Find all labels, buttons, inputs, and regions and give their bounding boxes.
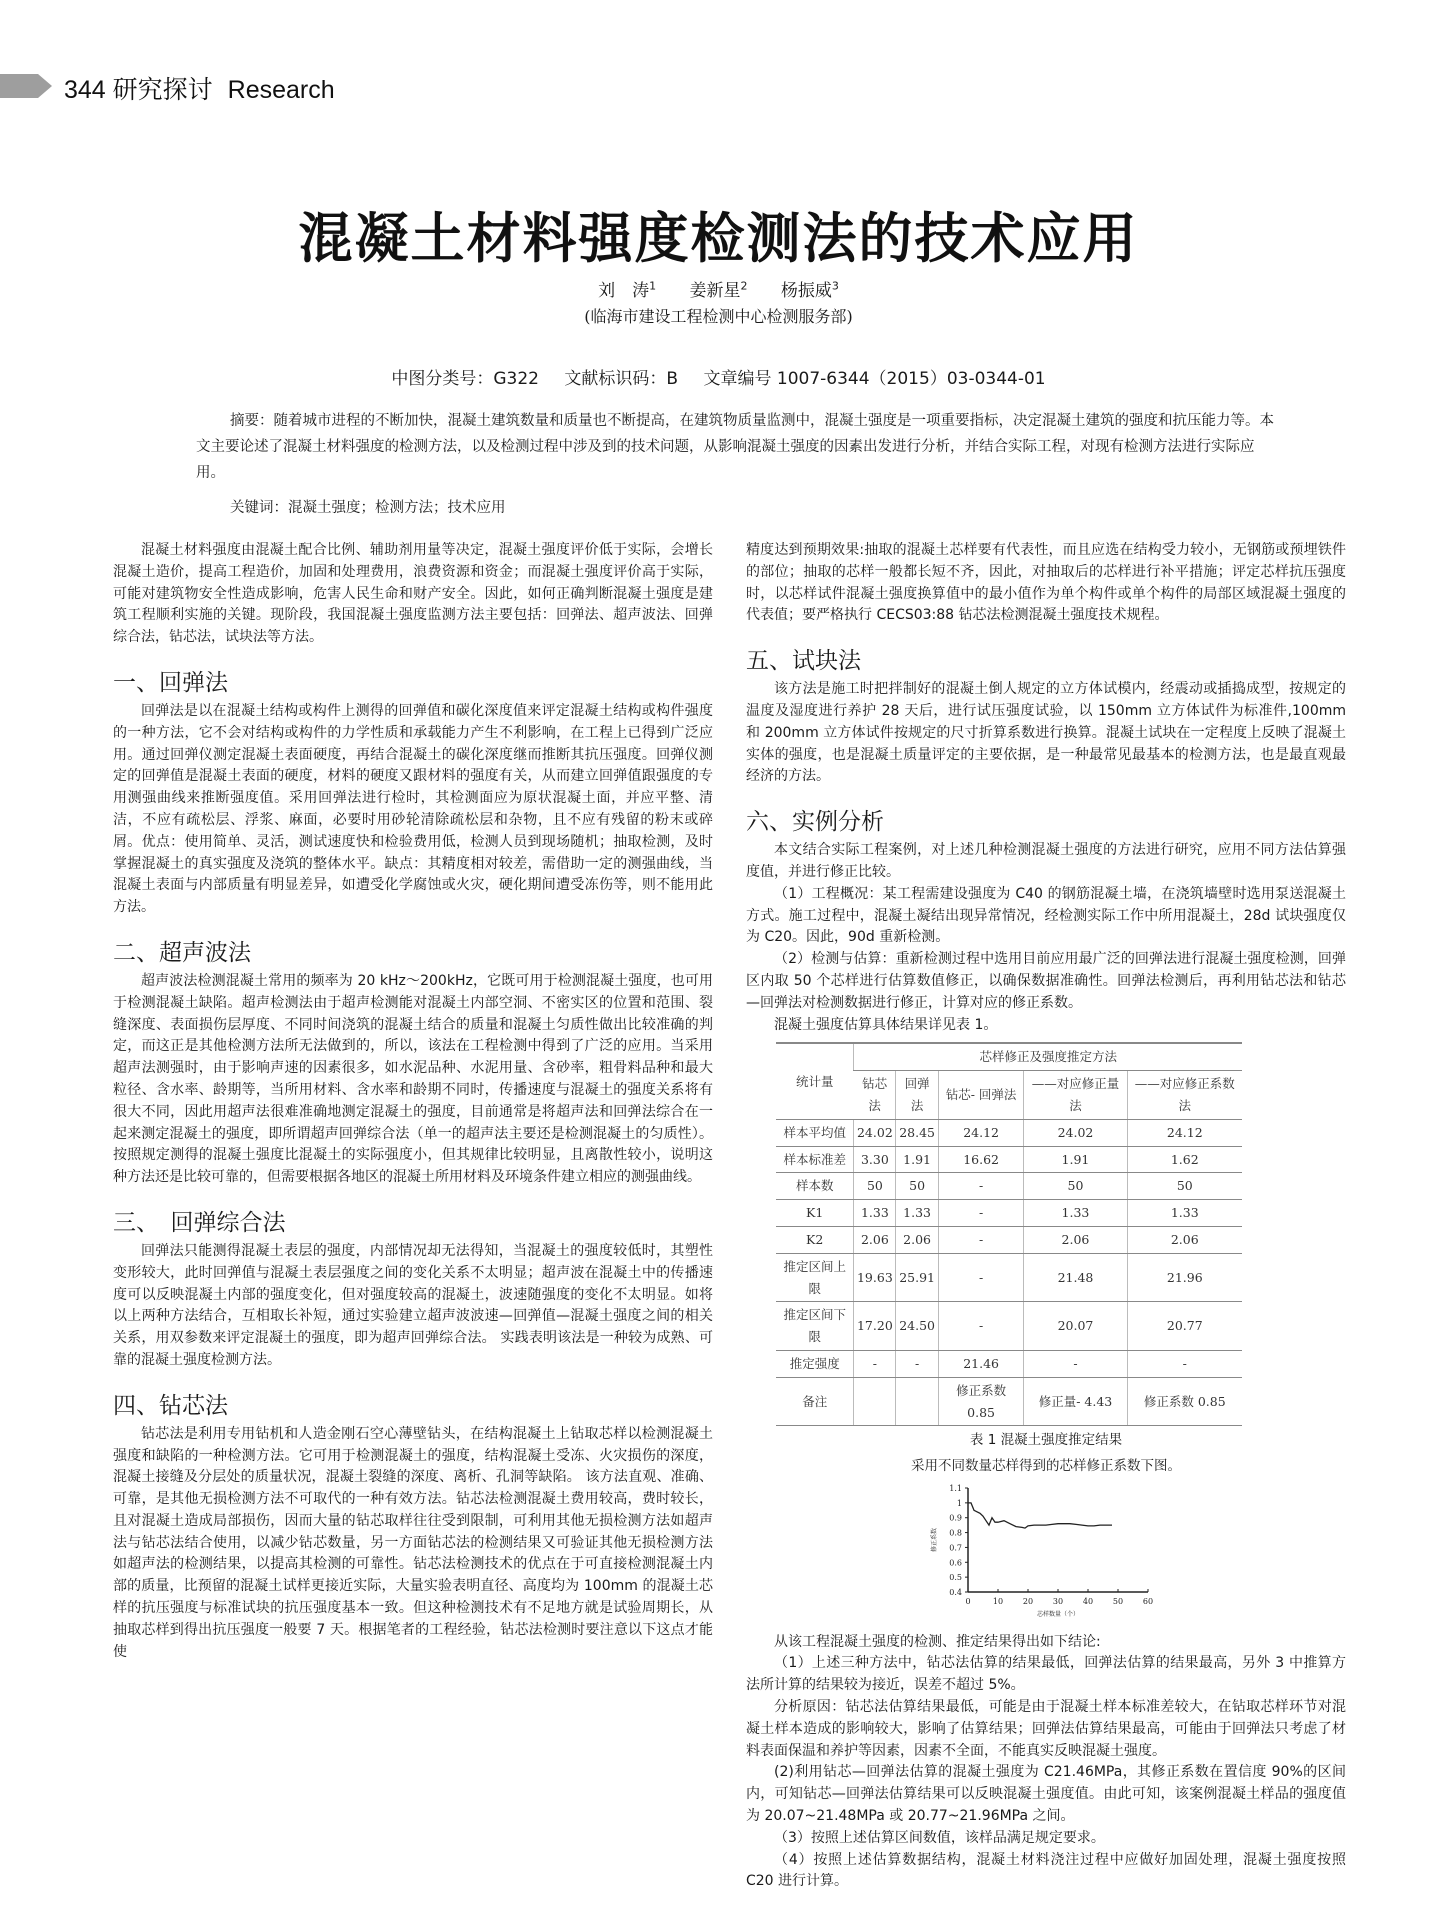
y-tick-label: 0.5: [949, 1573, 962, 1583]
section-heading: 三、 回弹综合法: [113, 1208, 286, 1235]
table-cell: 20.77: [1127, 1302, 1242, 1351]
paragraph: （1）工程概况：某工程需建设强度为 C40 的钢筋混凝土墙，在浇筑墙壁时选用泵送混凝土方式。施工过程中，混凝土凝结出现异常情况，经检测实际工作中所用混凝土，28d 试块强度仅为 C20。因此，90d 重新检测。: [746, 885, 1346, 946]
table-cell: 2.06: [854, 1226, 896, 1253]
table-cell: 20.07: [1024, 1302, 1127, 1351]
affiliation: (临海市建设工程检测中心检测服务部): [584, 307, 853, 326]
table-row: [776, 1146, 1242, 1173]
table-cell: 50: [896, 1173, 938, 1200]
table-cell: -: [938, 1226, 1024, 1253]
section-name-en: Research: [227, 76, 335, 104]
paragraph: （2）检测与估算：重新检测过程中选用目前应用最广泛的回弹法进行混凝土强度检测，回弹区内取 50 个芯样进行估算数值修正，以确保数据准确性。回弹法检测后，再利用钻芯法和钻芯—回弹法对检测数据进行修正，计算对应的修正系数。: [746, 951, 1346, 1011]
y-tick-label: 1: [956, 1498, 962, 1508]
y-tick-label: 0.6: [949, 1558, 962, 1568]
table-row: [776, 1226, 1242, 1253]
table-cell: 1.33: [854, 1200, 896, 1227]
x-tick-label: 60: [1142, 1596, 1154, 1606]
table-cell: 50: [1024, 1173, 1127, 1200]
paragraph: 混凝土强度估算具体结果详见表 1。: [774, 1016, 998, 1033]
correction-factor-chart: [926, 1480, 1166, 1620]
row-label: 样本平均值: [776, 1119, 854, 1146]
x-tick-label: 0: [965, 1596, 971, 1606]
x-tick-label: 40: [1082, 1596, 1094, 1606]
author: 杨振威$^3$: [780, 279, 839, 301]
header-tab-bar: [0, 74, 38, 98]
author: 姜新星$^2$: [689, 279, 748, 301]
table-row: [776, 1302, 1242, 1351]
row-label: 推定区间下限: [776, 1302, 854, 1351]
table-row: [776, 1377, 1242, 1426]
correction-factor-line: [968, 1503, 1112, 1528]
table-caption: 表 1 混凝土强度推定结果: [969, 1432, 1123, 1449]
y-tick-label: 0.7: [949, 1543, 962, 1553]
table-header-stat: 统计量: [776, 1043, 854, 1119]
paragraph: 从该工程混凝土强度的检测、推定结果得出如下结论:: [774, 1633, 1101, 1650]
y-tick-label: 1.1: [949, 1483, 962, 1493]
table-cell: 50: [854, 1173, 896, 1200]
x-tick-label: 20: [1022, 1596, 1034, 1606]
table-cell: -: [1024, 1350, 1127, 1377]
paragraph: 超声波法检测混凝土常用的频率为 20 kHz～200kHz，它既可用于检测混凝土强度，也可用于检测混凝土缺陷。超声检测法由于超声检测能对混凝土内部空洞、不密实区的位置和范围、裂缝深度、表面损伤层厚度、不同时间浇筑的混凝土结合的质量和混凝土匀质性做出比较准确的判定，而这正是其他检测方法所无法做到的，所以，该法在工程检测中得到了广泛的应用。当采用超声法测强时，由于影响声速的因素很多，如水泥品种、水泥用量、含砂率，粗骨料品种和最大粒径、含水率、龄期等，当所用材料、含水率和龄期不同时，传播速度与混凝土的强度关系将有很大不同，因此用超声法很难准确地测定混凝土的强度，目前通常是将超声法和回弹法综合在一起来测定混凝土的强度，即所谓超声回弹综合法（单一的超声法主要还是检测混凝土的匀质性）。按照规定测得的混凝土强度比混凝土的实际强度小，但其规律比较明显，且离散性较小，说明这种方法还是比较可靠的，但需要根据各地区的混凝土所用材料及环境条件建立相应的测强曲线。: [113, 972, 713, 1186]
section-heading: 一、回弹法: [113, 668, 228, 695]
authors: [0, 276, 1437, 301]
table-cell: 25.91: [896, 1253, 938, 1302]
table-cell: 3.30: [854, 1146, 896, 1173]
x-tick-label: 50: [1112, 1596, 1124, 1606]
table-column-header: 钻芯- 回弹法: [938, 1071, 1024, 1120]
paragraph: (2)利用钻芯—回弹法估算的混凝土强度为 C21.46MPa，其修正系数在置信度 90%的区间内，可知钻芯—回弹法估算结果可以反映混凝土强度值。由此可知，该案例混凝土样品的强度值为 20.07~21.48MPa 或 20.77~21.96MPa 之间。: [746, 1764, 1346, 1825]
intro-paragraph: 混凝土材料强度由混凝土配合比例、辅助剂用量等决定，混凝土强度评价低于实际，会增长混凝土造价，提高工程造价，加固和处理费用，浪费资源和资金；而混凝土强度评价高于实际，可能对建筑物安全性造成影响，危害人民生命和财产安全。因此，如何正确判断混凝土强度是建筑工程顺利实施的关键。现阶段，我国混凝土强度监测方法主要包括：回弹法、超声波法、回弹综合法，钻芯法，试块法等方法。: [113, 542, 713, 646]
section-heading: 二、超声波法: [113, 938, 251, 965]
paragraph: 该方法是施工时把拌制好的混凝土倒人规定的立方体试模内，经震动或插捣成型，按规定的温度及湿度进行养护 28 天后，进行试压强度试验，以 150mm 立方体试件为标准件,100mm 和 200mm 立方体试件按规定的尺寸折算系数进行换算。混凝土试块在一定程度上反映了混凝土实体的强度，也是混凝土质量评定的主要依据，是一种最常见最基本的检测方法，也是最直观最经济的方法。: [746, 681, 1346, 785]
x-axis-label: 芯样数量（个）: [1036, 1610, 1080, 1618]
keywords: 关键词：混凝土强度；检测方法；技术应用: [230, 500, 506, 516]
x-tick-label: 10: [992, 1596, 1004, 1606]
y-tick-label: 0.8: [949, 1528, 962, 1538]
results-table: [776, 1042, 1242, 1426]
table-cell: 21.96: [1127, 1253, 1242, 1302]
table-cell: [896, 1377, 938, 1426]
paragraph: （4）按照上述估算数据结构，混凝土材料浇注过程中应做好加固处理，混凝土强度按照 C20 进行计算。: [746, 1851, 1346, 1890]
paragraph: 本文结合实际工程案例，对上述几种检测混凝土强度的方法进行研究，应用不同方法估算强度值，并进行修正比较。: [746, 842, 1346, 880]
row-label: 样本标准差: [776, 1146, 854, 1173]
y-axis-label: 修正系数: [931, 1527, 938, 1552]
table-cell: 1.33: [1024, 1200, 1127, 1227]
running-header: [64, 70, 335, 106]
table-cell: [854, 1377, 896, 1426]
section-name: 研究探讨: [112, 76, 213, 104]
table-cell: 21.48: [1024, 1253, 1127, 1302]
section-heading: 六、实例分析: [746, 808, 884, 835]
paragraph: （3）按照上述估算区间数值，该样品满足规定要求。: [774, 1829, 1105, 1846]
table-cell: 24.02: [854, 1119, 896, 1146]
row-label: 推定区间上限: [776, 1253, 854, 1302]
table-cell: 24.12: [938, 1119, 1024, 1146]
table-cell: 16.62: [938, 1146, 1024, 1173]
table-column-header: ——对应修正系数法: [1127, 1071, 1242, 1120]
table-cell: 28.45: [896, 1119, 938, 1146]
abstract: 摘要：随着城市进程的不断加快，混凝土建筑数量和质量也不断提高，在建筑物质量监测中，混凝土强度是一项重要指标，决定混凝土建筑的强度和抗压能力等。本文主要论述了混凝土材料强度的检测方法，以及检测过程中涉及到的技术问题，从影响混凝土强度的因素出发进行分析，并结合实际工程，对现有检测方法进行实际应用。: [196, 413, 1274, 481]
right-column: [746, 540, 1346, 1893]
section-heading: 五、试块法: [746, 647, 861, 674]
author: 刘 涛$^1$: [598, 279, 657, 301]
table-row: [776, 1173, 1242, 1200]
row-label: 备注: [776, 1377, 854, 1426]
article-number: 文章编号 1007-6344（2015）03-0344-01: [703, 369, 1046, 389]
table-cell: -: [938, 1302, 1024, 1351]
paragraph: （1）上述三种方法中，钻芯法估算的结果最低，回弹法估算的结果最高，另外 3 中推算方法所计算的结果较为接近，误差不超过 5%。: [746, 1655, 1346, 1694]
table-cell: 50: [1127, 1173, 1242, 1200]
table-cell: -: [938, 1200, 1024, 1227]
table-cell: -: [938, 1253, 1024, 1302]
x-tick-label: 30: [1052, 1596, 1064, 1606]
table-row: [776, 1350, 1242, 1377]
table-cell: 1.91: [896, 1146, 938, 1173]
table-row: [776, 1253, 1242, 1302]
table-header-group: 芯样修正及强度推定方法: [854, 1043, 1242, 1070]
header-arrow-icon: [38, 74, 52, 98]
table-cell: 19.63: [854, 1253, 896, 1302]
document-code: 文献标识码：B: [564, 369, 679, 389]
clc-number: 中图分类号：G322: [391, 369, 539, 389]
paragraph: 钻芯法是利用专用钻机和人造金刚石空心薄壁钻头，在结构混凝土上钻取芯样以检测混凝土强度和缺陷的一种检测方法。它可用于检测混凝土的强度，结构混凝土受冻、火灾损伤的深度，混凝土接缝及分层处的质量状况，混凝土裂缝的深度、离析、孔洞等缺陷。 该方法直观、准确、可靠，是其他无损检测方法不可取代的一种有效方法。钻芯法检测混凝土费用较高，费时较长，且对混凝土造成局部损伤，因而大量的钻芯取样往往受到限制，可利用其他无损检测方法如超声法与钻芯法结合使用，以减少钻芯数量，另一方面钻芯法的检测结果又可验证其他无损检测方法如超声法的检测结果，以提高其检测的可靠性。钻芯法检测技术的优点在于可直接检测混凝土内部的质量，比预留的混凝土试样更接近实际，大量实验表明直径、高度均为 100mm 的混凝土芯样的抗压强度与标准试块的抗压强度基本一致。但这种检测技术有不足地方就是试验周期长，从抽取芯样到得出抗压强度一般要 7 天。根据笔者的工程经验，钻芯法检测时要注意以下这点才能使: [113, 1425, 713, 1660]
row-label: K2: [776, 1226, 854, 1253]
table-cell: 21.46: [938, 1350, 1024, 1377]
table-cell: -: [938, 1173, 1024, 1200]
row-label: 推定强度: [776, 1350, 854, 1377]
table-cell: 修正系数 0.85: [938, 1377, 1024, 1426]
table-row: [776, 1119, 1242, 1146]
table-cell: 2.06: [1127, 1226, 1242, 1253]
table-cell: 1.62: [1127, 1146, 1242, 1173]
table-column-header: ——对应修正量法: [1024, 1071, 1127, 1120]
table-cell: 1.91: [1024, 1146, 1127, 1173]
table-column-header: 钻芯法: [854, 1071, 896, 1120]
row-label: 样本数: [776, 1173, 854, 1200]
table-row: [776, 1200, 1242, 1227]
paragraph: 分析原因：钻芯法估算结果最低，可能是由于混凝土样本标准差较大，在钻取芯样环节对混凝土样本造成的影响较大，影响了估算结果；回弹法估算结果最高，可能由于回弹法只考虑了材料表面保温和养护等因素，因素不全面，不能真实反映混凝土强度。: [746, 1699, 1346, 1759]
table-cell: -: [1127, 1350, 1242, 1377]
table-cell: 17.20: [854, 1302, 896, 1351]
y-tick-label: 0.9: [949, 1513, 962, 1523]
table-cell: 2.06: [1024, 1226, 1127, 1253]
chart-container: [746, 1480, 1346, 1628]
table-cell: -: [896, 1350, 938, 1377]
table-cell: 1.33: [1127, 1200, 1242, 1227]
paragraph: 回弹法只能测得混凝土表层的强度，内部情况却无法得知，当混凝土的强度较低时，其塑性变形较大，此时回弹值与混凝土表层强度之间的变化关系不太明显；超声波在混凝土中的传播速度可以反映混凝土内部的强度变化，但对强度较高的混凝土，波速随强度的变化不太明显。如将以上两种方法结合，互相取长补短，通过实验建立超声波波速—回弹值—混凝土强度之间的相关关系，用双参数来评定混凝土的强度，即为超声回弹综合法。 实践表明该法是一种较为成熟、可靠的混凝土强度检测方法。: [113, 1242, 713, 1368]
table-cell: 修正系数 0.85: [1127, 1377, 1242, 1426]
table-cell: 1.33: [896, 1200, 938, 1227]
table-cell: 24.12: [1127, 1119, 1242, 1146]
article-title: 混凝土材料强度检测法的技术应用: [298, 206, 1139, 270]
paragraph: 回弹法是以在混凝土结构或构件上测得的回弹值和碳化深度值来评定混凝土结构或构件强度的一种方法，它不会对结构或构件的力学性质和承载能力产生不利影响，在工程上已得到广泛应用。通过回弹仪测定混凝土表面硬度，再结合混凝土的碳化深度继而推断其抗压强度。回弹仪测定的回弹值是混凝土表面的硬度，材料的硬度又跟材料的强度有关，从而建立回弹值跟强度的专用测强曲线来推断强度值。采用回弹法进行检时，其检测面应为原状混凝土面，并应平整、清洁，不应有疏松层、浮浆、麻面，必要时用砂轮清除疏松层和杂物，且不应有残留的粉末或碎屑。优点：使用简单、灵活，测试速度快和检验费用低，检测人员到现场随机；抽取检测，及时掌握混凝土的真实强度及浇筑的整体水平。缺点：其精度相对较差，需借助一定的测强曲线，当混凝土表面与内部质量有明显差异，如遭受化学腐蚀或火灾，硬化期间遭受冻伤等，则不能用此方法。: [113, 702, 713, 916]
chart-intro: 采用不同数量芯样得到的芯样修正系数下图。: [911, 1458, 1181, 1475]
y-tick-label: 0.4: [949, 1587, 962, 1597]
page-number: 344: [64, 76, 106, 104]
table-cell: 24.50: [896, 1302, 938, 1351]
row-label: K1: [776, 1200, 854, 1227]
table-cell: 2.06: [896, 1226, 938, 1253]
classification-line: [0, 364, 1437, 389]
section-heading: 四、钻芯法: [113, 1391, 228, 1418]
table-column-header: 回弹法: [896, 1071, 938, 1120]
table-cell: 修正量- 4.43: [1024, 1377, 1127, 1426]
paragraph: 精度达到预期效果:抽取的混凝土芯样要有代表性，而且应选在结构受力较小，无钢筋或预埋铁件的部位；抽取的芯样一般都长短不齐，因此，对抽取后的芯样进行补平措施；评定芯样抗压强度时，以芯样试件混凝土强度换算值中的最小值作为单个构件或单个构件的局部区域混凝土强度的代表值；要严格执行 CECS03:88 钻芯法检测混凝土强度技术规程。: [746, 542, 1346, 624]
table-cell: -: [854, 1350, 896, 1377]
left-column: [113, 540, 713, 1663]
table-cell: 24.02: [1024, 1119, 1127, 1146]
